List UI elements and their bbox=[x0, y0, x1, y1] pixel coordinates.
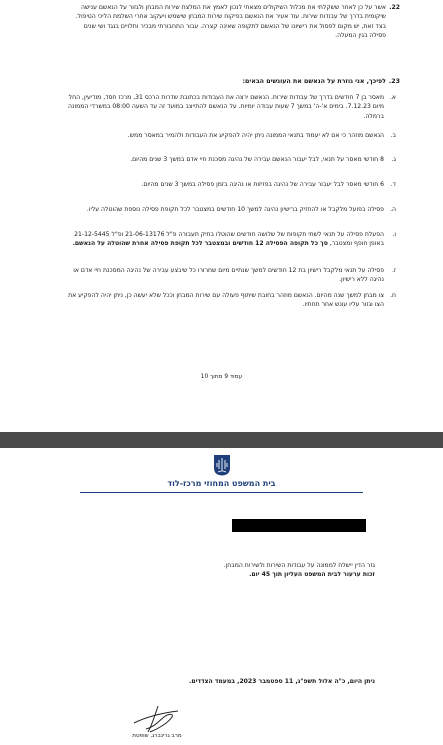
sentence-item-a bbox=[66, 93, 396, 121]
item-letter: ד. bbox=[390, 181, 396, 188]
page-number-footer: עמוד 9 מתוך 10 bbox=[200, 374, 243, 380]
item-letter: ה. bbox=[390, 206, 396, 213]
paragraph-22 bbox=[66, 3, 400, 40]
item-letter: ח. bbox=[390, 292, 396, 299]
sentence-item-g bbox=[66, 266, 396, 285]
state-emblem-icon bbox=[213, 454, 231, 476]
bold-emphasis: סך כל תקופה הפסילה 12 חודשים ובמצטבר לכל תקופת פסילה אחרת שהוטלה על הנאשם. bbox=[72, 240, 328, 248]
heading-text: לפיכך, אני גוזרת על הנאשם את העונשים הבאים: bbox=[242, 78, 386, 85]
item-text: הנאשם מוזהר כי אם לא יעמוד בתנאי הממונה ניתן יהיה להפקיע את העבודות ולהמיר במאסר ממש. bbox=[127, 132, 384, 139]
header-divider bbox=[80, 492, 363, 493]
paragraph-text: אשר על כן לאחר ששקלתי את מכלול השיקולים מצאתי לנכון לאמץ את המלצת שירות המבחן ולגזור על הנאשם ענישה שיקומית בדרך של עבודות שירות. עוד אעיר את הנאשם בפיקוח שירות המבחן שישמש ויעקוב אחרי השלמת הליכי הטיפול. בצד זאת, יש מקום לפסול את רישיונו של הנאשם לתקופה שאינה קצרה. עבור התחבורתי מבכיר ותלויים בנגד ושי שנים פסילה בגין המעלה. bbox=[75, 4, 386, 39]
paragraph-number: 22. bbox=[389, 4, 400, 11]
sentence-item-f bbox=[66, 230, 396, 249]
sentence-item-e bbox=[66, 205, 396, 214]
item-text: הפעלת פסילה על תנאי לשתי תקופות של שלושה חודשים שהוטלו בתיק תעבורה פ"ל 21-06-13176 ופ"ל 21-12-5445 באופן חופף ומצטבר, סך כל תקופה הפסילה 12 חודשים ובמצטבר לכל תקופת פסילה אחרת שהוטלה על הנאשם. bbox=[72, 231, 384, 248]
item-letter: ג. bbox=[391, 156, 396, 163]
item-letter: ב. bbox=[390, 132, 396, 139]
item-text: 6 חודשי מאסר לבל יעבור עבירה של נהיגה בפזיזות או נהיגה בזמן פסילה במשך 3 שנים מהיום. bbox=[141, 181, 384, 188]
sentence-item-b bbox=[66, 131, 396, 140]
sentence-item-h bbox=[66, 291, 396, 310]
appeal-right-line: זכות ערעור לבית המשפט העליון תוך 45 יום. bbox=[249, 571, 375, 578]
given-today-line: ניתן היום, כ"ה אלול תשפ"ג, 11 ספטמבר 2023, במעמד הצדדים. bbox=[189, 678, 375, 685]
item-text: מאסר בן 7 חודשים בדרך של עבודות שירות. הנאשם ירצה את העבודות בכתובת שדרות הרכס 31, מרכז חסד, מודיעין, החל מיום 7.12.23. בימים א'-ה' במשך 7 שעות עבודה יומיות. על הנאשם להתייצב במועד זה עד השעה 08:00 במשרדי הממונה ברמלה. bbox=[68, 94, 384, 120]
item-letter: ו. bbox=[392, 231, 396, 238]
item-letter: ז. bbox=[391, 267, 396, 274]
item-letter: א. bbox=[389, 94, 396, 101]
document-page-10 bbox=[0, 448, 443, 745]
item-text: פסילה על תנאי מלקבל רישיון בת 12 חודשים למשך שנתיים מיום שחרורו כל שיבצע עבירה של נהיגה המסכנת חיי אדם או נהיגה ללא רישיון. bbox=[73, 267, 384, 284]
signature-scribble bbox=[128, 703, 186, 735]
item-text: פסילה בפועל מלקבל או להחזיק ברישיון נהיגה למשך 10 חודשים במצטבר לכל תקופת פסילה נוספת שהוטלה עליו. bbox=[86, 206, 384, 213]
redaction-block bbox=[232, 519, 366, 532]
sentence-item-c bbox=[66, 155, 396, 164]
page-separator bbox=[0, 432, 443, 448]
paragraph-number: 23. bbox=[388, 78, 400, 85]
item-text: 8 חודשי מאסר על תנאי, לבל יעבור הנאשם עבירה של נהיגה מסכנת חיי אדם במשך 3 שנים מהיום. bbox=[130, 156, 384, 163]
verdict-distribution-line: גזר הדין יישלח לממונה על עבודות השירות ולשירות המבחן. bbox=[223, 562, 375, 569]
court-name: בית המשפט המחוזי מרכז-לוד bbox=[167, 479, 276, 488]
sentencing-heading bbox=[66, 77, 400, 86]
judge-name: מרב גרינברג, שופטת bbox=[132, 733, 182, 739]
sentence-item-d bbox=[66, 180, 396, 189]
item-text: צו מבחן למשך שנה מהיום. הנאשם מוזהר בחובת שיתוף פעולה עם שירות המבחן וככל שלא יעשה כן, ניתן יהיה להפקיע את הצו וגזור עליו עונש אחר תחתיו. bbox=[68, 292, 384, 309]
